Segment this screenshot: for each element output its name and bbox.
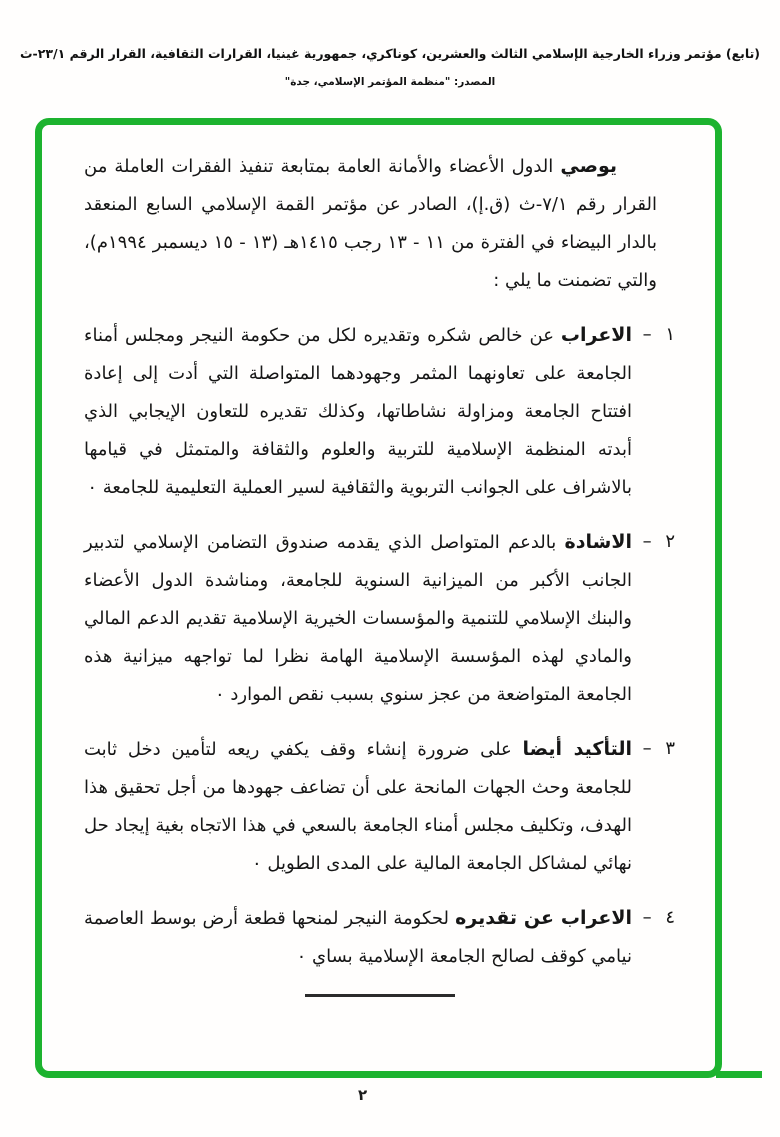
document-header [0,46,780,88]
header-source: المصدر: "منظمة المؤتمر الإسلامي، جدة" [284,76,496,88]
intro-lead: يوصي [560,155,617,177]
page-number: ٢ [358,1086,368,1104]
divider-line [305,994,455,997]
item-1-lead: الاعراب [560,324,632,346]
resolution-body [42,125,715,997]
resolution-item-1 [84,316,675,507]
green-annotation-box [35,118,722,1078]
item-2-body: بالدعم المتواصل الذي يقدمه صندوق التضامن الإسلامي لتدبير الجانب الأكبر من الميزانية السنوية للجامعة، ومناشدة الدول الأعضاء والبنك الإسلامي للتنمية والمؤسسات الخيرية الإسلامية تقديم الدعم المالي والمادي لهذه المؤسسة الإسلامية الهامة نظرا لما تواجهه ميزانية هذه الجامعة المتواضعة من عجز سنوي بسبب نقص الموارد ٠ [84,532,632,705]
item-3-number: ٣ – [642,738,675,759]
item-1-text [84,316,632,507]
item-3-body: على ضرورة إنشاء وقف يكفي ريعه لتأمين دخل ثابت للجامعة وحث الجهات المانحة على أن تضاعف جهودها من أجل تحقيق هذا الهدف، وتكليف مجلس أمناء الجامعة بالسعي في هذا الاتجاه بغية إيجاد حل نهائي لمشاكل الجامعة المالية على المدى الطويل ٠ [84,739,632,874]
item-2-text [84,523,632,714]
item-2-number: ٢ – [642,531,675,552]
intro-text: الدول الأعضاء والأمانة العامة بمتابعة تنفيذ الفقرات العاملة من القرار رقم ٧/١-ث (ق.إ)، الصادر عن مؤتمر القمة الإسلامي السابع المنعقد بالدار البيضاء في الفترة من ١١ - ١٣ رجب ١٤١٥هـ (١٣ - ١٥ ديسمبر ١٩٩٤م)، والتي تضمنت ما يلي : [84,156,657,291]
header-title: (تابع) مؤتمر وزراء الخارجية الإسلامي الثالث والعشرين، كوناكري، جمهورية غينيا، القرارات الثقافية، القرار الرقم ٢٣/١-ث [20,46,760,61]
item-4-text [84,899,632,976]
item-4-number: ٤ – [642,907,675,928]
item-1-number: ١ – [642,324,675,345]
item-2-lead: الاشادة [564,531,632,553]
item-4-body: لحكومة النيجر لمنحها قطعة أرض بوسط العاصمة نيامي كوقف لصالح الجامعة الإسلامية بساي ٠ [84,908,632,967]
resolution-item-4 [84,899,675,976]
green-annotation-overshoot [716,1071,762,1078]
item-1-body: عن خالص شكره وتقديره لكل من حكومة النيجر ومجلس أمناء الجامعة على تعاونهما المثمر وجهودهما المتواصلة التي أدت إلى إعادة افتتاح الجامعة ومزاولة نشاطاتها، وكذلك تقديره للتعاون الإيجابي الذي أبدته المنظمة الإسلامية للتربية والعلوم والثقافة والمتمثل في قيامها بالاشراف على الجوانب التربوية والثقافية لسير العملية التعليمية للجامعة ٠ [84,325,632,498]
item-3-text [84,730,632,883]
item-4-lead: الاعراب عن تقديره [455,907,632,929]
resolution-item-2 [84,523,675,714]
intro-paragraph [84,147,657,300]
resolution-item-3 [84,730,675,883]
item-3-lead: التأكيد أيضا [522,738,632,760]
